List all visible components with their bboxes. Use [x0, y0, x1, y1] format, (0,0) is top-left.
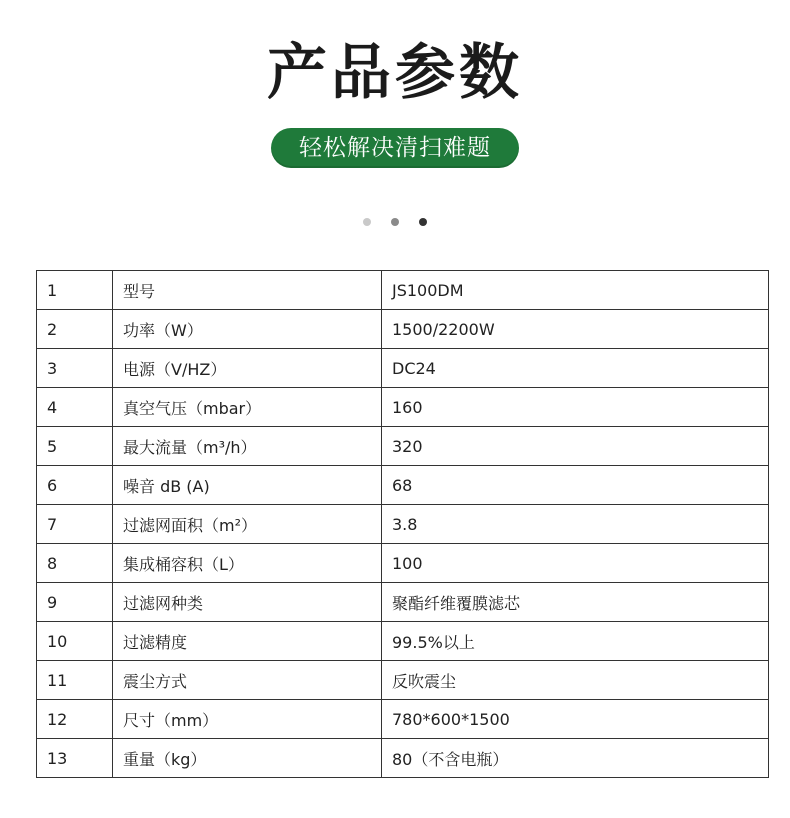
- param-name: 功率（W）: [113, 310, 382, 349]
- spec-table: [36, 270, 769, 778]
- param-name: 型号: [113, 271, 382, 310]
- row-number: 8: [37, 544, 113, 583]
- table-row: [37, 310, 769, 349]
- param-name: 震尘方式: [113, 661, 382, 700]
- param-value: 160: [382, 388, 769, 427]
- param-name: 最大流量（m³/h）: [113, 427, 382, 466]
- param-value: DC24: [382, 349, 769, 388]
- param-name: 电源（V/HZ）: [113, 349, 382, 388]
- page-title: 产品参数: [267, 38, 523, 108]
- row-number: 4: [37, 388, 113, 427]
- table-row: [37, 271, 769, 310]
- subtitle-banner-wrap: [0, 128, 790, 168]
- table-row: [37, 583, 769, 622]
- row-number: 3: [37, 349, 113, 388]
- param-value: 100: [382, 544, 769, 583]
- param-value: 68: [382, 466, 769, 505]
- carousel-dot-3-active[interactable]: [419, 218, 427, 226]
- table-row: [37, 700, 769, 739]
- table-row: [37, 661, 769, 700]
- param-value: 780*600*1500: [382, 700, 769, 739]
- param-value: 320: [382, 427, 769, 466]
- param-value: 反吹震尘: [382, 661, 769, 700]
- param-name: 集成桶容积（L）: [113, 544, 382, 583]
- row-number: 11: [37, 661, 113, 700]
- subtitle-banner: 轻松解决清扫难题: [271, 128, 519, 168]
- table-row: [37, 388, 769, 427]
- row-number: 13: [37, 739, 113, 778]
- param-name: 尺寸（mm）: [113, 700, 382, 739]
- table-row: [37, 505, 769, 544]
- param-name: 重量（kg）: [113, 739, 382, 778]
- row-number: 2: [37, 310, 113, 349]
- row-number: 5: [37, 427, 113, 466]
- param-name: 噪音 dB (A): [113, 466, 382, 505]
- carousel-dot-2[interactable]: [391, 218, 399, 226]
- param-value: 聚酯纤维覆膜滤芯: [382, 583, 769, 622]
- param-value: 80（不含电瓶）: [382, 739, 769, 778]
- row-number: 9: [37, 583, 113, 622]
- table-row: [37, 544, 769, 583]
- table-row: [37, 622, 769, 661]
- carousel-indicator: [0, 218, 790, 226]
- row-number: 1: [37, 271, 113, 310]
- param-name: 真空气压（mbar）: [113, 388, 382, 427]
- table-row: [37, 427, 769, 466]
- param-name: 过滤精度: [113, 622, 382, 661]
- param-value: JS100DM: [382, 271, 769, 310]
- row-number: 12: [37, 700, 113, 739]
- row-number: 7: [37, 505, 113, 544]
- table-row: [37, 349, 769, 388]
- param-name: 过滤网种类: [113, 583, 382, 622]
- param-name: 过滤网面积（m²）: [113, 505, 382, 544]
- row-number: 6: [37, 466, 113, 505]
- param-value: 1500/2200W: [382, 310, 769, 349]
- table-row: [37, 739, 769, 778]
- row-number: 10: [37, 622, 113, 661]
- table-row: [37, 466, 769, 505]
- param-value: 99.5%以上: [382, 622, 769, 661]
- param-value: 3.8: [382, 505, 769, 544]
- carousel-dot-1[interactable]: [363, 218, 371, 226]
